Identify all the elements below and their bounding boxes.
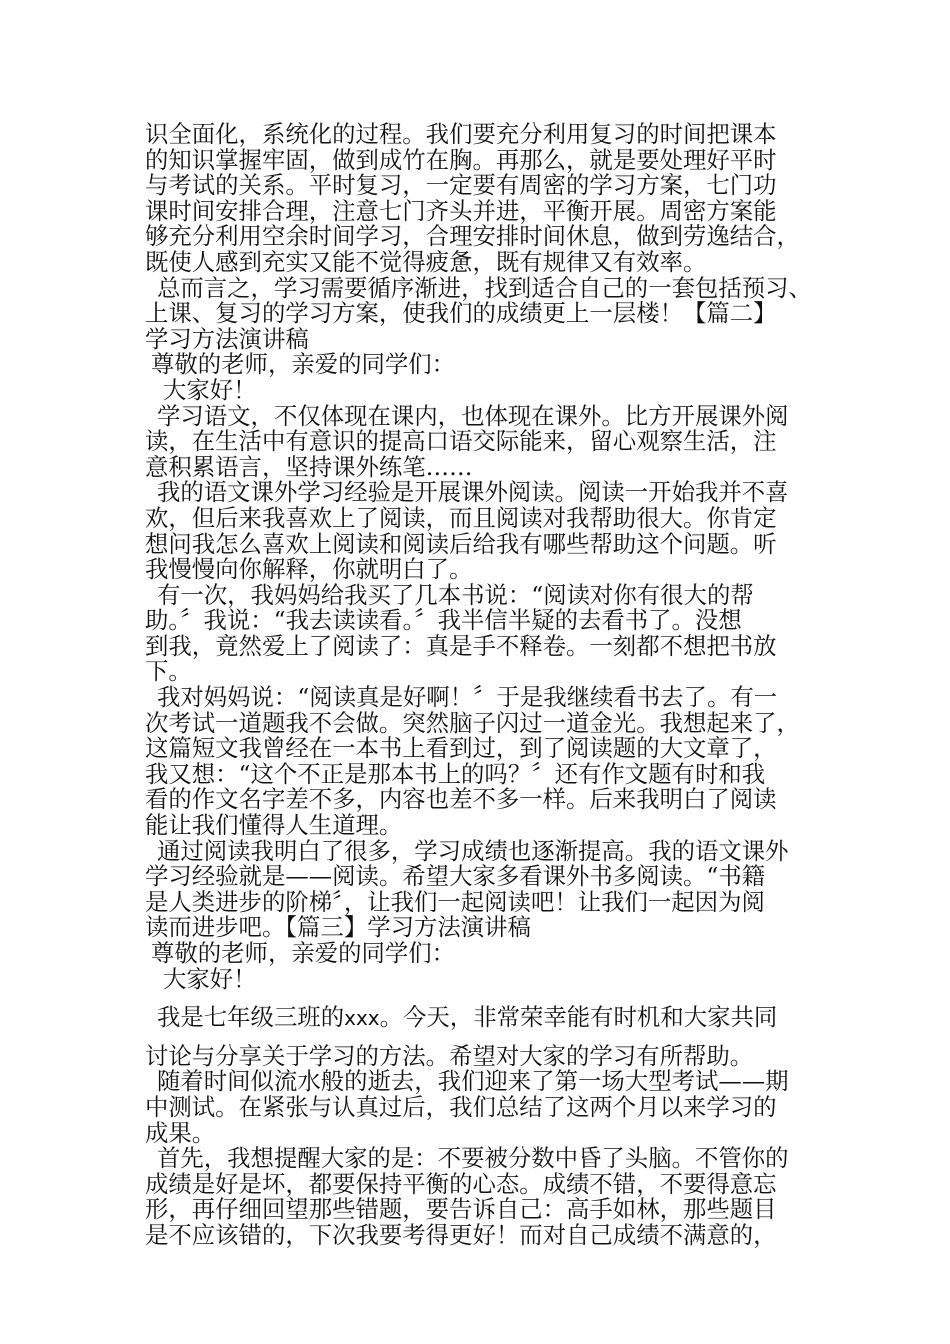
text-line: 讨论与分享关于学习的方法。希望对大家的学习有所帮助。 <box>145 1041 754 1070</box>
document-body <box>145 122 825 1249</box>
text-line: 读，在生活中有意识的提高口语交际能来，留心观察生活，注 <box>145 427 777 456</box>
text-line: 是人类进步的阶梯〞，让我们一起阅读吧！让我们一起因为阅 <box>145 887 765 916</box>
text-segment: 我是七年级三班的 <box>157 1003 345 1032</box>
text-line: 中测试。在紧张与认真过后，我们总结了这两个月以来学习的 <box>145 1092 777 1121</box>
text-line: 能让我们懂得人生道理。 <box>145 811 403 840</box>
text-line: 到我，竟然爱上了阅读了：真是手不释卷。一刻都不想把书放 <box>145 631 777 660</box>
text-line: 有一次，我妈妈给我买了几本书说：“阅读对你有很大的帮 <box>157 580 754 609</box>
text-line: 通过阅读我明白了很多，学习成绩也逐渐提高。我的语文课外 <box>157 836 789 865</box>
salutation: 尊敬的老师，亲爱的同学们： <box>151 939 456 967</box>
text-line: 识全面化，系统化的过程。我们要充分利用复习的时间把课本 <box>145 120 777 148</box>
name-placeholder: xxx <box>344 1006 380 1031</box>
text-line: 上课、复习的学习方案，使我们的成绩更上一层楼！【篇二】 <box>145 299 777 328</box>
text-line: 与考试的关系。平时复习，一定要有周密的学习方案，七门功 <box>145 171 777 200</box>
text-line: 形，再仔细回望那些错题，要告诉自己：高手如林，那些题目 <box>145 1195 777 1224</box>
text-line <box>145 1005 825 1031</box>
text-line: 读而进步吧。【篇三】学习方法演讲稿 <box>145 913 531 942</box>
text-line: 我又想：“这个不正是那本书上的吗？〞还有作文题有时和我 <box>145 759 766 788</box>
text-line: 成绩是好是坏，都要保持平衡的心态。成绩不错，不要得意忘 <box>145 1169 777 1198</box>
text-line: 看的作文名字差不多，内容也差不多一样。后来我明白了阅读 <box>145 785 777 814</box>
text-line: 想问我怎么喜欢上阅读和阅读后给我有哪些帮助这个问题。听 <box>145 529 777 558</box>
text-line: 总而言之，学习需要循序渐进，找到适合自己的一套包括预习、 <box>157 273 812 302</box>
text-line: 助。〞我说：“我去读读看。〞我半信半疑的去看书了。没想 <box>145 606 742 635</box>
text-line: 是不应该错的，下次我要考得更好！而对自己成绩不满意的， <box>145 1220 777 1249</box>
section-title: 学习方法演讲稿 <box>145 324 309 353</box>
text-line: 我的语文课外学习经验是开展课外阅读。阅读一开始我并不喜 <box>157 478 789 507</box>
text-line: 随着时间似流水般的逝去，我们迎来了第一场大型考试——期 <box>157 1067 789 1096</box>
text-line: 下。 <box>145 657 192 686</box>
text-line: 既使人感到充实又能不觉得疲惫，既有规律又有效率。 <box>145 247 707 276</box>
text-line: 学习经验就是——阅读。希望大家多看课外书多阅读。“书籍 <box>145 862 766 891</box>
text-line: 成果。 <box>145 1118 216 1147</box>
text-line: 次考试一道题我不会做。突然脑子闪过一道金光。我想起来了， <box>145 708 800 737</box>
text-line: 够充分利用空余时间学习，合理安排时间休息，做到劳逸结合， <box>145 222 800 251</box>
text-line: 欢，但后来我喜欢上了阅读，而且阅读对我帮助很大。你肯定 <box>145 503 777 532</box>
text-line: 的知识掌握牢固，做到成竹在胸。再那么，就是要处理好平时 <box>145 145 777 174</box>
text-line: 意积累语言，坚持课外练笔…… <box>145 452 473 481</box>
text-line: 学习语文，不仅体现在课内，也体现在课外。比方开展课外阅 <box>157 401 789 430</box>
text-segment: 。今天，非常荣幸能有时机和大家共同 <box>379 1003 778 1032</box>
text-line: 我对妈妈说：“阅读真是好啊！〞于是我继续看书去了。有一 <box>157 683 778 712</box>
text-line: 课时间安排合理，注意七门齐头并进，平衡开展。周密方案能 <box>145 196 777 225</box>
text-line: 我慢慢向你解释，你就明白了。 <box>145 555 473 584</box>
greeting: 大家好！ <box>163 964 257 993</box>
greeting: 大家好！ <box>163 375 257 404</box>
text-line: 这篇短文我曾经在一本书上看到过，到了阅读题的大文章了， <box>145 734 777 763</box>
text-line: 首先，我想提醒大家的是：不要被分数中昏了头脑。不管你的 <box>157 1144 789 1173</box>
salutation: 尊敬的老师，亲爱的同学们： <box>151 350 456 379</box>
